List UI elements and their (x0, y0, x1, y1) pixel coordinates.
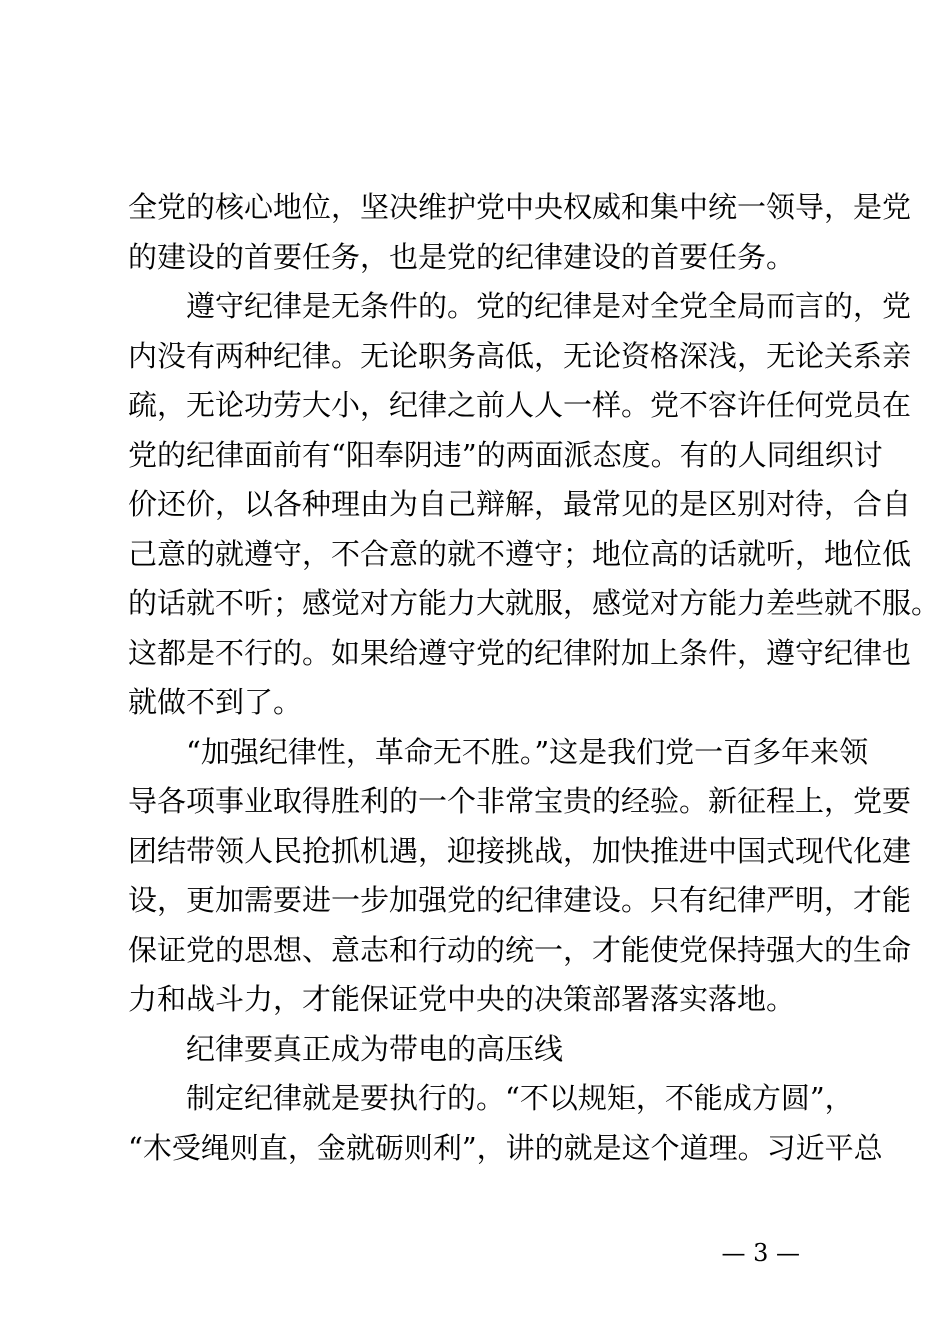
text-line-13: 导各项事业取得胜利的一个非常宝贵的经验。新征程上，党要 (128, 784, 912, 818)
text-line-1: 全党的核心地位，坚决维护党中央权威和集中统一领导，是党 (128, 190, 912, 224)
text-line-17: 力和战斗力，才能保证党中央的决策部署落实落地。 (128, 982, 796, 1016)
text-line-6: 党的纪律面前有“阳奉阴违”的两面派态度。有的人同组织讨 (128, 437, 883, 472)
text-line-5: 疏，无论功劳大小，纪律之前人人一样。党不容许任何党员在 (128, 388, 912, 422)
section-heading: 纪律要真正成为带电的高压线 (186, 1031, 564, 1066)
text-line-7: 价还价，以各种理由为自己辩解，最常见的是区别对待，合自 (128, 487, 912, 521)
text-line-14: 团结带领人民抢抓机遇，迎接挑战，加快推进中国式现代化建 (128, 833, 912, 868)
text-line-8: 己意的就遵守，不合意的就不遵守；地位高的话就听，地位低 (128, 536, 912, 571)
paragraph-start-line-19: 制定纪律就是要执行的。“不以规矩，不能成方圆”， (186, 1081, 854, 1115)
text-line-4: 内没有两种纪律。无论职务高低，无论资格深浅，无论关系亲 (128, 338, 912, 373)
text-line-9: 的话就不听；感觉对方能力大就服，感觉对方能力差些就不服。 (128, 586, 941, 620)
document-body (128, 183, 941, 1173)
text-line-20: “木受绳则直，金就砺则利”，讲的就是这个道理。习近平总 (128, 1130, 883, 1165)
text-line-2: 的建设的首要任务，也是党的纪律建设的首要任务。 (128, 239, 796, 274)
text-line-11: 就做不到了。 (128, 685, 303, 719)
paragraph-start-line-3: 遵守纪律是无条件的。党的纪律是对全党全局而言的，党 (186, 289, 912, 323)
paragraph-start-line-12: “加强纪律性，革命无不胜。”这是我们党一百多年来领 (186, 734, 869, 769)
text-line-10: 这都是不行的。如果给遵守党的纪律附加上条件，遵守纪律也 (128, 635, 912, 670)
text-line-15: 设，更加需要进一步加强党的纪律建设。只有纪律严明，才能 (128, 883, 912, 917)
text-line-16: 保证党的思想、意志和行动的统一，才能使党保持强大的生命 (128, 932, 912, 967)
page-number: — 3 — (721, 1239, 800, 1267)
